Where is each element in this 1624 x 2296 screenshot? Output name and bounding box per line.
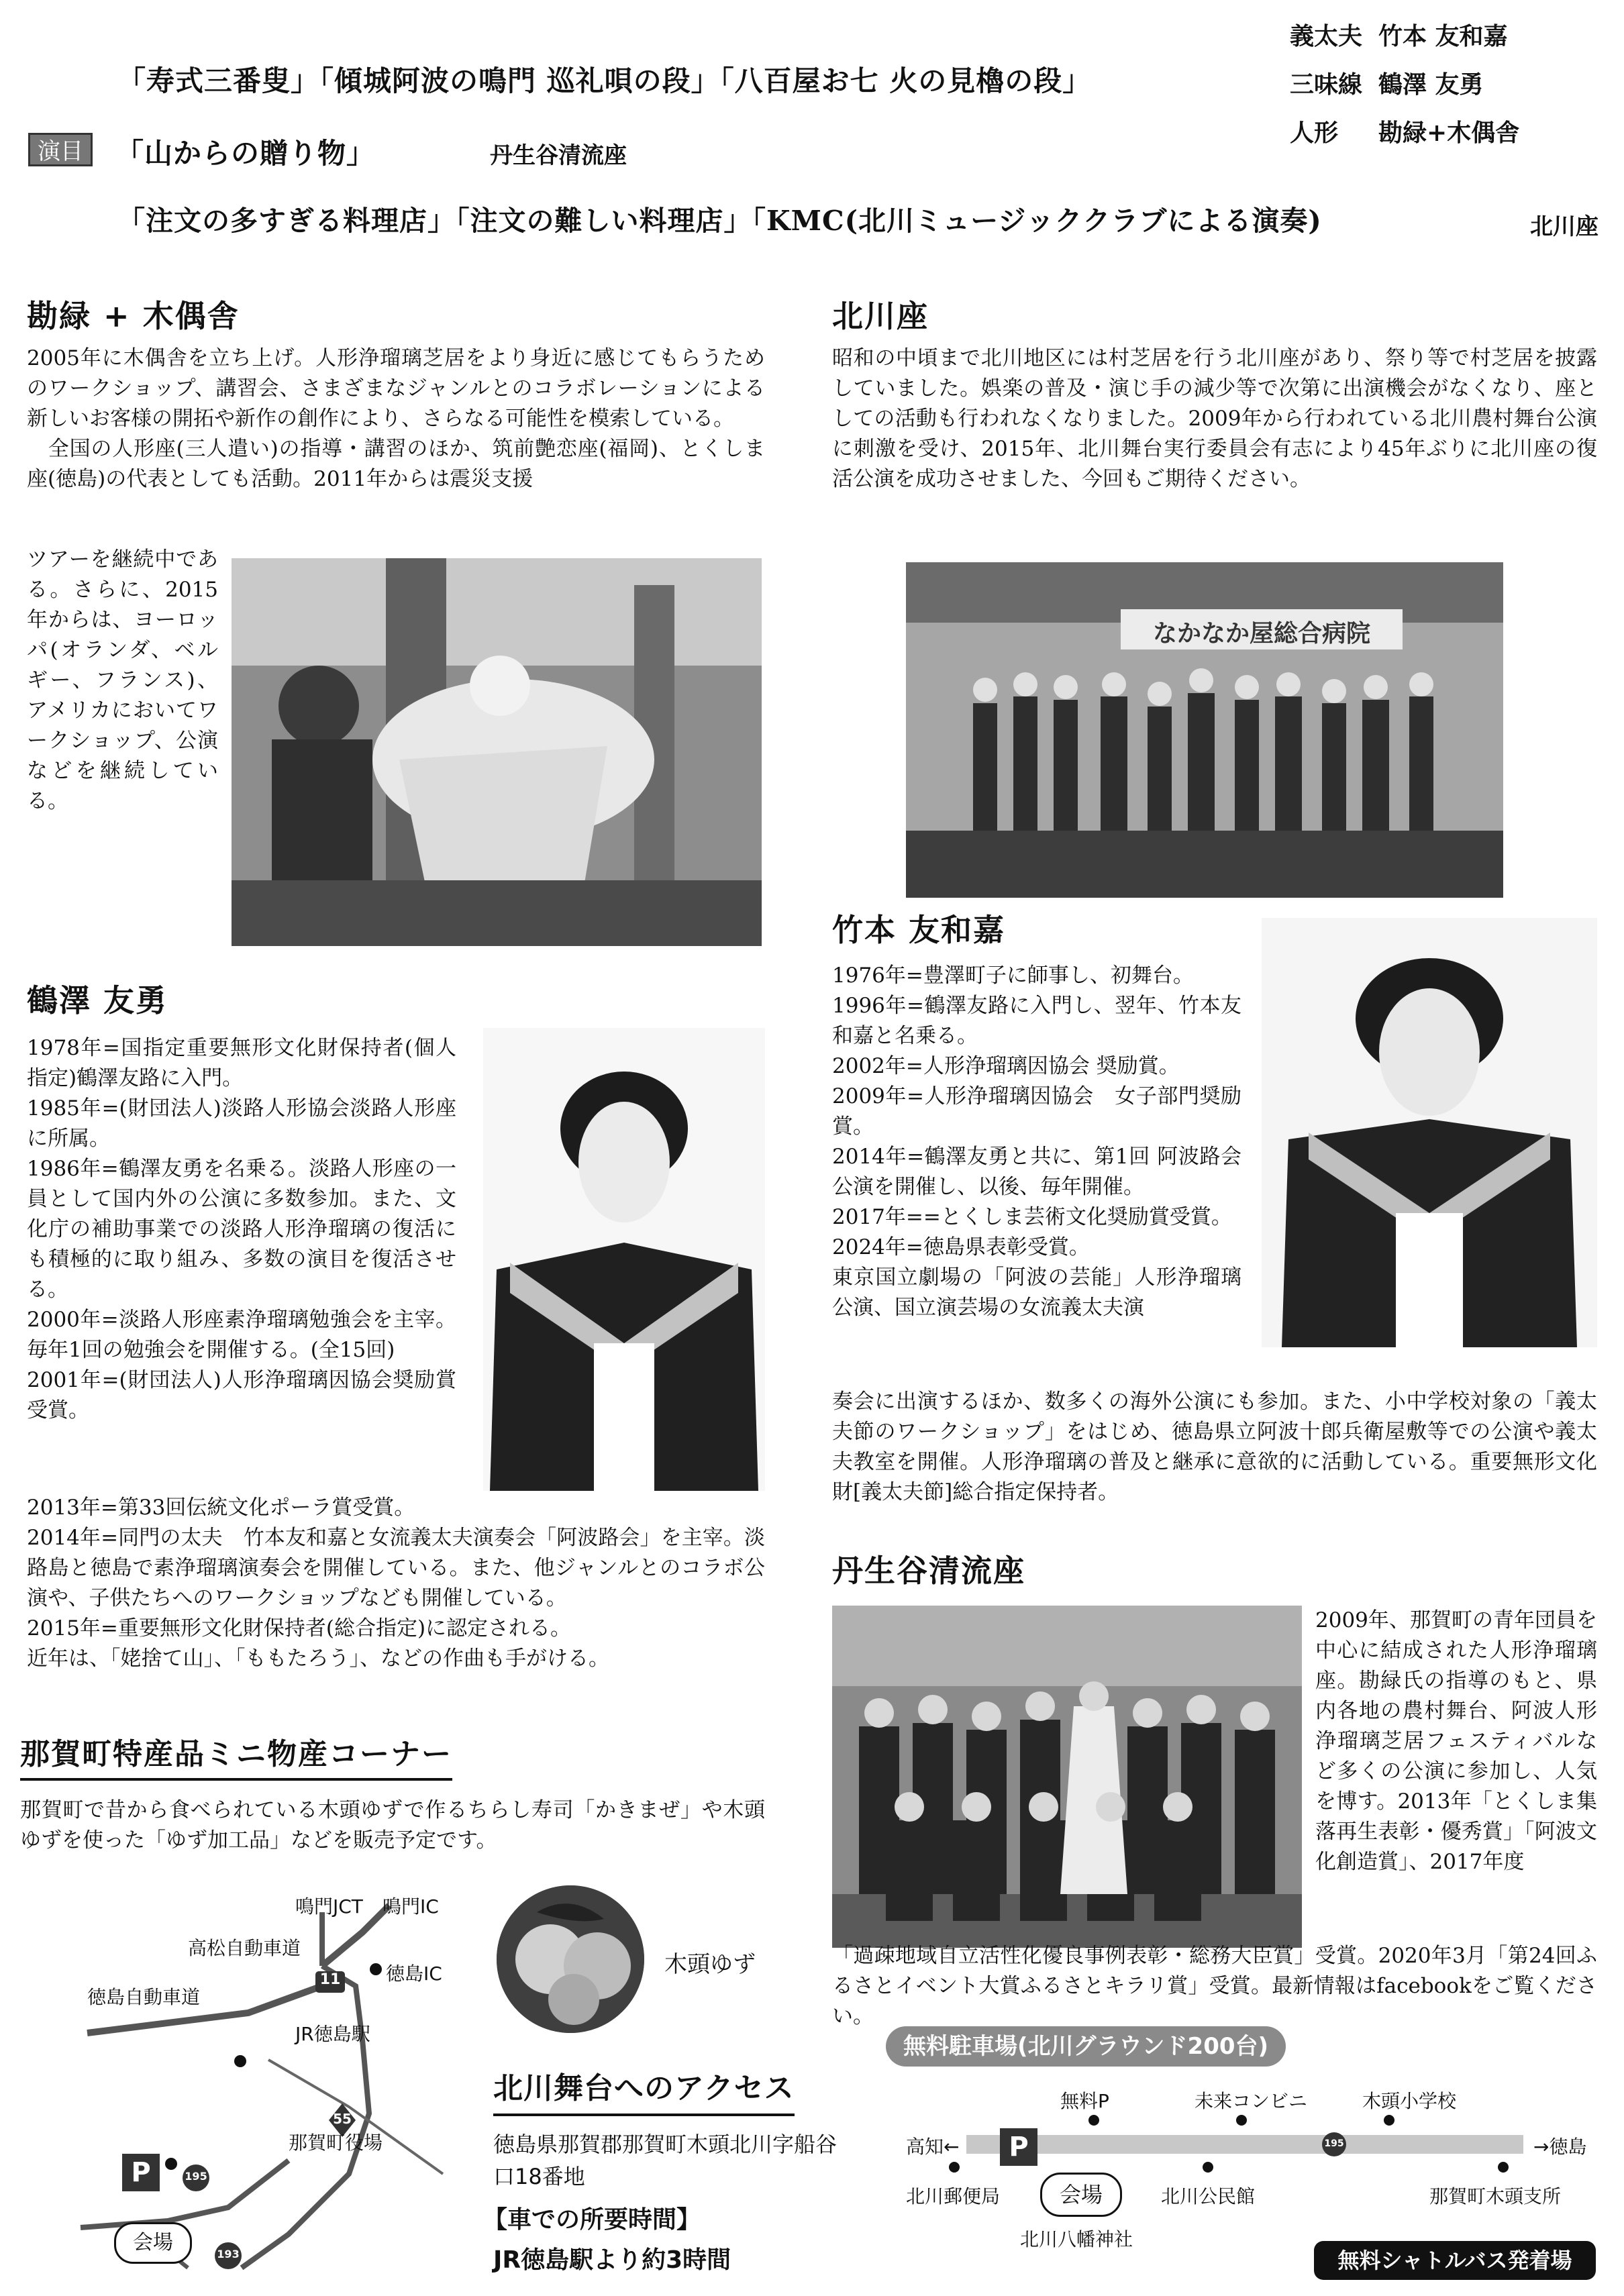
- map-label-branch: 那賀町木頭支所: [1429, 2185, 1562, 2207]
- kanroku-text-top: 2005年に木偶舎を立ち上げ。人形浄瑠璃芝居をより身近に感じてもらうためのワークショップ、講習会、さまざまなジャンルとのコラボレーションによる新しいお客様の開拓や新作の創作により、さらなる可能性を模索している。 全国の人形座(三人遣い)の指導・講習のほか、筑前艶恋座(福岡)、とくしま座(徳島)の代表としても活動。2011年からは震災支援: [27, 346, 765, 491]
- kanroku-text-side: ツアーを継続中である。さらに、2015年からは、ヨーロッパ(オランダ、ベルギー、フランス)、アメリカにおいてワークショップ、公演などを継続している。: [27, 547, 218, 813]
- tsuruzawa-portrait: [483, 1028, 765, 1491]
- map-label-shrine: 北川八幡神社: [1020, 2228, 1133, 2250]
- map-label-naruto-ic: 鳴門IC: [383, 1895, 439, 1918]
- credit-name: 鶴澤 友勇: [1378, 70, 1484, 99]
- route-195-marker: 195: [185, 2170, 207, 2183]
- access-title: 北川舞台へのアクセス: [493, 2064, 795, 2116]
- program-line-2-troupe: 丹生谷清流座: [490, 142, 627, 169]
- access-car-time: JR徳島駅より約3時間: [493, 2246, 731, 2274]
- nyudani-title: 丹生谷清流座: [832, 1553, 1025, 1589]
- credit-name: 竹本 友和嘉: [1378, 22, 1508, 50]
- tsuruzawa-photo-art: [483, 1028, 765, 1491]
- takemoto-text-side: 1976年=豊澤町子に師事し、初舞台。 1996年=鶴澤友路に入門し、翌年、竹本友和嘉と名乗る。 2002年=人形浄瑠璃因協会 奨励賞。 2009年=人形浄瑠璃因協会 女子部門奨励賞。 2014年=鶴澤友勇と共に、第1回 阿波路会 公演を開催し、以後、毎年開催。 2017年==とくしま芸術文化奨励賞受賞。 2024年=徳島県表彰受賞。 東京国立劇場の「阿波の芸能」人形浄瑠璃公演、国立演芸場の女流義太夫演: [832, 963, 1241, 1320]
- map-label-tokushima-ic: 徳島IC: [386, 1963, 442, 1985]
- program-line-3: 「注文の多すぎる料理店」「注文の難しい料理店」「KMC(北川ミュージッククラブによる演奏): [117, 205, 1322, 237]
- takemoto-portrait: [1262, 918, 1597, 1347]
- map-label-jr-station: JR徳島駅: [295, 2023, 370, 2045]
- naka-corner-title: 那賀町特産品ミニ物産コーナー: [20, 1730, 452, 1781]
- nyudani-group-photo: [832, 1606, 1302, 1948]
- right-map-venue: 会場: [1040, 2173, 1122, 2217]
- map-label-naka-office: 那賀町役場: [289, 2132, 383, 2154]
- map-label-mirai: 未来コンビニ: [1195, 2090, 1308, 2112]
- kitagawaza-banner: なかなか屋総合病院: [1152, 620, 1370, 647]
- nyudani-text-side: 2009年、那賀町の青年団員を中心に結成された人形浄瑠璃座。勘緑氏の指導のもと、県内各地の農村舞台、阿波人形浄瑠璃芝居フェスティバルなど多くの公演に参加し、人気を博す。2013年「とくしま集落再生表彰・優秀賞」「阿波文化創造賞」、2017年度: [1315, 1608, 1597, 1874]
- naka-corner-text: 那賀町で昔から食べられている木頭ゆずで作るちらし寿司「かきまぜ」や木頭ゆずを使った「ゆず加工品」などを販売予定です。: [20, 1798, 765, 1853]
- left-map-parking-icon: P: [122, 2154, 160, 2191]
- credits: [1290, 12, 1519, 157]
- kanroku-puppet-photo: [232, 558, 762, 946]
- credit-role: 義太夫: [1290, 22, 1363, 50]
- route-55-marker: 55: [333, 2111, 352, 2127]
- yuzu-label: 木頭ゆず: [664, 1951, 756, 1978]
- access-car-title: 【車での所要時間】: [483, 2206, 701, 2234]
- credit-row: [1290, 12, 1519, 60]
- credit-row: [1290, 109, 1519, 157]
- yuzu-photo-art: [497, 1885, 644, 2033]
- map-label-to-tokushima: →徳島: [1533, 2136, 1587, 2158]
- map-label-community: 北川公民館: [1161, 2185, 1256, 2207]
- tsuruzawa-text-full: 2013年=第33回伝統文化ポーラ賞受賞。 2014年=同門の太夫 竹本友和嘉と女流義太夫演奏会「阿波路会」を主宰。淡路島と徳島で素浄瑠璃演奏会を開催している。また、他ジャンルとのコラボ公演や、子供たちへのワークショップなども開催している。 2015年=重要無形文化財保持者(総合指定)に認定される。 近年は、「姥捨て山」、「ももたろう」、などの作曲も手がける。: [27, 1496, 765, 1671]
- takemoto-photo-art: [1262, 918, 1597, 1347]
- map-label-free-p: 無料P: [1060, 2090, 1109, 2112]
- map-label-naruto-jct: 鳴門JCT: [295, 1895, 363, 1918]
- route-193-marker: 193: [217, 2248, 240, 2260]
- program-line-3-troupe: 北川座: [1530, 213, 1598, 240]
- program-line-1: 「寿式三番叟」「傾城阿波の鳴門 巡礼唄の段」「八百屋お七 火の見櫓の段」: [117, 64, 1092, 97]
- nyudani-text-full: 「過疎地域自立活性化優良事例表彰・総務大臣賞」受賞。2020年3月「第24回ふるさとイベント大賞ふるさとキラリ賞」受賞。最新情報はfacebookをご覧ください。: [832, 1944, 1597, 2028]
- kitagawaza-photo-art: [906, 562, 1503, 898]
- program-tag: 演目: [28, 133, 93, 166]
- left-map: [67, 1892, 483, 2288]
- nyudani-photo-art: [832, 1606, 1302, 1948]
- kitagawaza-title: 北川座: [832, 298, 929, 334]
- credit-role: 人形: [1290, 119, 1339, 147]
- left-map-venue: 会場: [114, 2222, 192, 2264]
- kitagawaza-text: 昭和の中頃まで北川地区には村芝居を行う北川座があり、祭り等で村芝居を披露していました。娯楽の普及・演じ手の減少等で次第に出演機会がなくなり、座としての活動も行われなくなりました。2009年から行われている北川農村舞台公演に刺激を受け、2015年、北川舞台実行委員会有志により45年ぶりに北川座の復活公演を成功させました、今回もご期待ください。: [832, 346, 1597, 491]
- credit-role: 三味線: [1290, 70, 1363, 99]
- map-label-post: 北川郵便局: [906, 2185, 1001, 2207]
- route-195-marker: 195: [1324, 2138, 1344, 2149]
- access-address: 徳島県那賀郡那賀町木頭北川字船谷口18番地: [493, 2132, 838, 2189]
- map-label-kochi: 高知←: [906, 2136, 960, 2158]
- tsuruzawa-title: 鶴澤 友勇: [27, 982, 168, 1019]
- map-label-kito-school: 木頭小学校: [1362, 2090, 1457, 2112]
- map-label-tokushima-exp: 徳島自動車道: [87, 1986, 201, 2008]
- map-label-takamatsu: 高松自動車道: [188, 1937, 301, 1959]
- shuttle-badge: 無料シャトルバス発着場: [1314, 2241, 1596, 2280]
- takemoto-title: 竹本 友和嘉: [832, 912, 1006, 948]
- tsuruzawa-text-side: 1978年=国指定重要無形文化財保持者(個人指定)鶴澤友路に入門。 1985年=(財団法人)淡路人形協会淡路人形座に所属。 1986年=鶴澤友勇を名乗る。淡路人形座の一員として国内外の公演に多数参加。また、文化庁の補助事業での淡路人形浄瑠璃の復活にも積極的に取り組み、多数の演目を復活させる。 2000年=淡路人形座素浄瑠璃勉強会を主宰。毎年1回の勉強会を開催する。(全15回) 2001年=(財団法人)人形浄瑠璃因協会奨励賞受賞。: [27, 1036, 456, 1422]
- kanroku-photo-art: [232, 558, 762, 946]
- kitagawaza-stage-photo: [906, 562, 1503, 898]
- right-map-parking-icon: P: [1000, 2128, 1037, 2166]
- credit-row: [1290, 60, 1519, 109]
- right-map: [893, 2087, 1604, 2288]
- program-line-2: 「山からの贈り物」: [115, 137, 376, 170]
- parking-banner: 無料駐車場(北川グラウンド200台): [886, 2026, 1286, 2067]
- takemoto-text-full: 奏会に出演するほか、数多くの海外公演にも参加。また、小中学校対象の「義太夫節のワークショップ」をはじめ、徳島県立阿波十郎兵衛屋敷等での公演や義太夫教室を開催。人形浄瑠璃の普及と継承に意欲的に活動している。重要無形文化財[義太夫節]総合指定保持者。: [832, 1390, 1597, 1504]
- credit-name: 勘緑+木偶舎: [1378, 119, 1520, 147]
- kanroku-title: 勘緑 + 木偶舎: [27, 298, 240, 334]
- route-11-marker: 11: [319, 1971, 341, 1988]
- yuzu-photo: [497, 1885, 644, 2033]
